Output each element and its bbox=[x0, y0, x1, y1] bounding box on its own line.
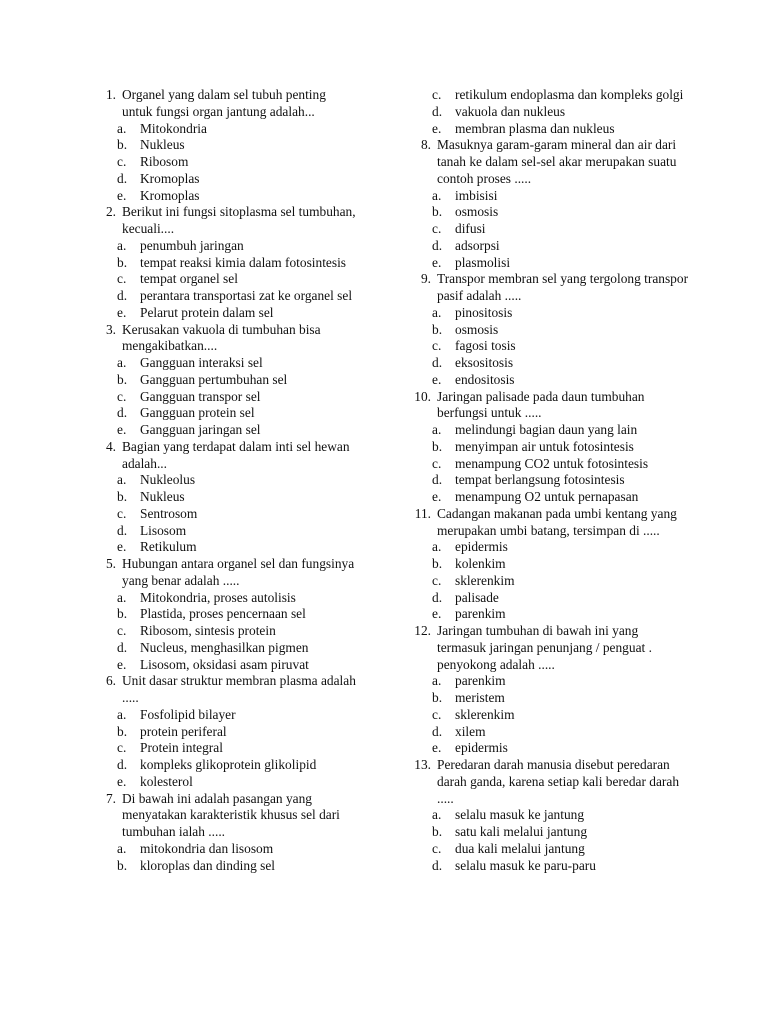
option-letter: b. bbox=[432, 556, 443, 571]
answer-option bbox=[432, 807, 690, 824]
question-number: 12. bbox=[414, 623, 431, 638]
option-text: Nukleus bbox=[140, 489, 185, 504]
question-number: 4. bbox=[105, 438, 116, 454]
option-letter: c. bbox=[117, 623, 127, 638]
answer-option bbox=[432, 456, 690, 473]
answer-option bbox=[432, 255, 690, 272]
option-text: Fosfolipid bilayer bbox=[140, 706, 236, 722]
option-letter: a. bbox=[117, 706, 127, 722]
question bbox=[90, 322, 358, 356]
question bbox=[405, 389, 690, 423]
option-text: Gangguan transpor sel bbox=[140, 388, 261, 404]
answer-option bbox=[117, 288, 358, 305]
option-text: tempat organel sel bbox=[140, 271, 238, 287]
option-text: parenkim bbox=[455, 606, 506, 622]
option-letter: c. bbox=[432, 706, 442, 722]
option-letter: b. bbox=[117, 857, 128, 873]
question bbox=[90, 439, 358, 473]
option-letter: d. bbox=[117, 757, 128, 772]
question-item bbox=[405, 137, 690, 271]
option-text: sklerenkim bbox=[455, 706, 515, 722]
question-number: 10. bbox=[414, 388, 431, 404]
option-text: fagosi tosis bbox=[455, 338, 516, 354]
option-text: pinositosis bbox=[455, 304, 513, 320]
option-text: imbisisi bbox=[455, 187, 498, 203]
option-letter: e. bbox=[117, 187, 127, 203]
question-text: Masuknya garam-garam mineral dan air dari tanah ke dalam sel-sel akar merupakan suatu contoh proses ..... bbox=[437, 137, 677, 186]
answer-option bbox=[432, 590, 690, 607]
option-text: difusi bbox=[455, 221, 486, 236]
question-number: 9. bbox=[420, 271, 431, 287]
answer-option bbox=[432, 422, 690, 439]
option-text: tempat reaksi kimia dalam fotosintesis bbox=[140, 254, 347, 270]
option-letter: c. bbox=[432, 87, 442, 102]
question-item bbox=[90, 556, 358, 673]
answer-option bbox=[117, 606, 358, 623]
option-text: xilem bbox=[455, 723, 486, 739]
option-text: osmosis bbox=[455, 204, 499, 220]
option-letter: d. bbox=[432, 103, 443, 119]
answer-option bbox=[117, 590, 358, 607]
option-text: Nucleus, menghasilkan pigmen bbox=[140, 639, 309, 655]
answer-option bbox=[117, 707, 358, 724]
question-number: 1. bbox=[105, 87, 116, 102]
answer-option bbox=[432, 673, 690, 690]
question bbox=[405, 137, 690, 187]
option-letter: b. bbox=[117, 723, 128, 739]
answer-option bbox=[432, 121, 690, 138]
answer-option bbox=[117, 405, 358, 422]
answer-option bbox=[432, 724, 690, 741]
answer-option bbox=[117, 255, 358, 272]
option-text: Kromoplas bbox=[140, 187, 200, 203]
option-text: Protein integral bbox=[140, 740, 223, 756]
option-letter: c. bbox=[432, 840, 442, 856]
option-text: kolesterol bbox=[140, 773, 193, 789]
option-letter: d. bbox=[432, 589, 443, 605]
option-letter: d. bbox=[432, 723, 443, 739]
option-letter: c. bbox=[117, 388, 127, 404]
answer-option bbox=[432, 824, 690, 841]
option-letter: a. bbox=[432, 673, 442, 689]
answer-option bbox=[432, 439, 690, 456]
question-item bbox=[90, 673, 358, 790]
option-letter: e. bbox=[117, 656, 127, 672]
answer-option bbox=[432, 338, 690, 355]
option-text: epidermis bbox=[455, 539, 508, 555]
option-text: eksositosis bbox=[455, 355, 514, 370]
option-text: kloroplas dan dinding sel bbox=[140, 857, 276, 873]
option-text: Ribosom bbox=[140, 154, 189, 169]
option-text: tempat berlangsung fotosintesis bbox=[455, 472, 625, 488]
answer-option bbox=[117, 740, 358, 757]
question-item bbox=[90, 87, 358, 204]
option-text: perantara transportasi zat ke organel sel bbox=[140, 288, 353, 303]
answer-option bbox=[432, 472, 690, 489]
option-letter: b. bbox=[432, 824, 443, 839]
option-letter: d. bbox=[432, 472, 443, 488]
question-text: Peredaran darah manusia disebut peredaran darah ganda, karena setiap kali beredar darah ..... bbox=[437, 757, 680, 806]
question-number: 3. bbox=[105, 321, 116, 337]
answer-option bbox=[117, 171, 358, 188]
option-letter: d. bbox=[432, 857, 443, 873]
option-text: Lisosom bbox=[140, 522, 187, 538]
option-letter: b. bbox=[117, 137, 128, 153]
left-column bbox=[90, 87, 358, 874]
option-text: dua kali melalui jantung bbox=[455, 840, 585, 856]
option-letter: a. bbox=[117, 355, 127, 370]
option-letter: e. bbox=[432, 489, 442, 504]
answer-option bbox=[117, 472, 358, 489]
answer-option bbox=[117, 757, 358, 774]
answer-option bbox=[117, 305, 358, 322]
option-letter: a. bbox=[117, 120, 127, 136]
answer-option bbox=[117, 154, 358, 171]
question-number: 8. bbox=[420, 137, 431, 153]
answer-option bbox=[117, 372, 358, 389]
question-item bbox=[90, 204, 358, 321]
option-letter: b. bbox=[117, 489, 128, 504]
option-letter: d. bbox=[117, 288, 128, 303]
answer-option bbox=[117, 506, 358, 523]
option-letter: e. bbox=[432, 740, 442, 756]
answer-option bbox=[432, 104, 690, 121]
option-text: Gangguan pertumbuhan sel bbox=[140, 371, 288, 387]
question-number: 5. bbox=[105, 556, 116, 571]
option-letter: e. bbox=[432, 371, 442, 387]
option-text: Mitokondria, proses autolisis bbox=[140, 589, 296, 605]
option-letter: a. bbox=[117, 472, 127, 488]
option-letter: c. bbox=[432, 455, 442, 471]
option-text: Nukleolus bbox=[140, 472, 196, 488]
question-number: 7. bbox=[105, 790, 116, 806]
option-text: sklerenkim bbox=[455, 572, 515, 588]
option-letter: b. bbox=[432, 321, 443, 337]
option-text: Plastida, proses pencernaan sel bbox=[140, 606, 306, 622]
question-text: Bagian yang terdapat dalam inti sel hewan adalah... bbox=[122, 438, 350, 471]
question-item bbox=[90, 322, 358, 439]
answer-option bbox=[432, 707, 690, 724]
option-text: Kromoplas bbox=[140, 170, 200, 186]
option-text: membran plasma dan nukleus bbox=[455, 120, 615, 136]
option-letter: c. bbox=[117, 505, 127, 521]
option-letter: e. bbox=[117, 304, 127, 320]
option-text: Mitokondria bbox=[140, 120, 207, 136]
option-text: Retikulum bbox=[140, 539, 197, 555]
option-letter: a. bbox=[117, 237, 127, 253]
option-text: palisade bbox=[455, 589, 499, 605]
answer-option bbox=[432, 690, 690, 707]
question bbox=[90, 673, 358, 707]
option-text: Sentrosom bbox=[140, 505, 198, 521]
answer-option bbox=[117, 238, 358, 255]
question-text: Di bawah ini adalah pasangan yang menyatakan karakteristik khusus sel dari tumbuhan ialah ..... bbox=[122, 790, 340, 839]
option-letter: d. bbox=[432, 237, 443, 253]
option-text: Lisosom, oksidasi asam piruvat bbox=[140, 656, 309, 672]
answer-option bbox=[432, 539, 690, 556]
question-text: Cadangan makanan pada umbi kentang yang merupakan umbi batang, tersimpan di ..... bbox=[437, 505, 677, 538]
question bbox=[405, 757, 690, 807]
option-letter: c. bbox=[432, 221, 442, 236]
question-item bbox=[90, 791, 358, 875]
answer-option bbox=[432, 188, 690, 205]
option-letter: e. bbox=[117, 539, 127, 555]
option-letter: a. bbox=[117, 840, 127, 856]
question bbox=[90, 204, 358, 238]
option-letter: b. bbox=[432, 438, 443, 454]
option-text: vakuola dan nukleus bbox=[455, 103, 566, 119]
answer-option bbox=[117, 121, 358, 138]
answer-option bbox=[117, 271, 358, 288]
answer-option bbox=[432, 489, 690, 506]
answer-option bbox=[432, 87, 690, 104]
answer-option bbox=[117, 539, 358, 556]
option-letter: c. bbox=[432, 572, 442, 588]
question-7-continued bbox=[405, 87, 690, 137]
option-text: kompleks glikoprotein glikolipid bbox=[140, 757, 317, 772]
question-text: Hubungan antara organel sel dan fungsinya yang benar adalah ..... bbox=[122, 556, 355, 588]
option-letter: c. bbox=[432, 338, 442, 354]
option-letter: b. bbox=[117, 254, 128, 270]
option-letter: a. bbox=[432, 187, 442, 203]
question-item bbox=[405, 271, 690, 388]
answer-option bbox=[432, 606, 690, 623]
answer-option bbox=[432, 841, 690, 858]
option-text: menyimpan air untuk fotosintesis bbox=[455, 438, 634, 454]
option-text: mitokondria dan lisosom bbox=[140, 840, 274, 856]
question-number: 6. bbox=[105, 673, 116, 689]
answer-option bbox=[432, 221, 690, 238]
answer-option bbox=[432, 740, 690, 757]
question bbox=[405, 506, 690, 540]
answer-option bbox=[117, 841, 358, 858]
option-text: Pelarut protein dalam sel bbox=[140, 304, 274, 320]
option-letter: b. bbox=[117, 371, 128, 387]
answer-option bbox=[117, 640, 358, 657]
option-letter: c. bbox=[117, 271, 127, 287]
option-letter: d. bbox=[117, 639, 128, 655]
option-letter: c. bbox=[117, 154, 127, 169]
option-letter: e. bbox=[432, 254, 442, 270]
question-number: 11. bbox=[414, 505, 431, 521]
option-text: Gangguan jaringan sel bbox=[140, 422, 261, 437]
option-text: osmosis bbox=[455, 321, 499, 337]
question-text: Jaringan palisade pada daun tumbuhan berfungsi untuk ..... bbox=[437, 388, 645, 421]
option-text: Nukleus bbox=[140, 137, 185, 153]
answer-option bbox=[117, 724, 358, 741]
option-letter: d. bbox=[432, 355, 443, 370]
option-letter: e. bbox=[432, 606, 442, 622]
option-letter: d. bbox=[117, 170, 128, 186]
answer-option bbox=[432, 322, 690, 339]
option-text: meristem bbox=[455, 690, 505, 705]
question-number: 13. bbox=[414, 757, 431, 772]
option-text: Gangguan interaksi sel bbox=[140, 355, 263, 370]
question bbox=[405, 271, 690, 305]
question bbox=[90, 87, 358, 121]
option-letter: a. bbox=[117, 589, 127, 605]
answer-option bbox=[432, 238, 690, 255]
question-item bbox=[405, 623, 690, 757]
question bbox=[90, 791, 358, 841]
answer-option bbox=[432, 858, 690, 875]
option-text: menampung O2 untuk pernapasan bbox=[455, 489, 639, 504]
question-text: Kerusakan vakuola di tumbuhan bisa mengakibatkan.... bbox=[122, 321, 321, 354]
option-letter: a. bbox=[432, 539, 442, 555]
option-text: satu kali melalui jantung bbox=[455, 824, 588, 839]
question bbox=[90, 556, 358, 590]
question-item bbox=[405, 506, 690, 623]
option-text: Ribosom, sintesis protein bbox=[140, 623, 276, 638]
option-text: protein periferal bbox=[140, 723, 227, 739]
option-text: Gangguan protein sel bbox=[140, 405, 255, 421]
answer-option bbox=[432, 204, 690, 221]
option-letter: b. bbox=[432, 204, 443, 220]
answer-option bbox=[117, 188, 358, 205]
answer-option bbox=[117, 137, 358, 154]
answer-option bbox=[432, 355, 690, 372]
option-letter: d. bbox=[117, 405, 128, 421]
option-text: retikulum endoplasma dan kompleks golgi bbox=[455, 87, 684, 102]
question bbox=[405, 623, 690, 673]
answer-option bbox=[117, 489, 358, 506]
option-letter: e. bbox=[432, 120, 442, 136]
answer-option bbox=[117, 389, 358, 406]
option-text: selalu masuk ke paru-paru bbox=[455, 857, 596, 873]
option-letter: b. bbox=[117, 606, 128, 622]
option-letter: d. bbox=[117, 522, 128, 538]
option-letter: a. bbox=[432, 807, 442, 823]
option-letter: e. bbox=[117, 422, 127, 437]
question-item bbox=[405, 389, 690, 506]
option-text: adsorpsi bbox=[455, 237, 500, 253]
answer-option bbox=[117, 422, 358, 439]
option-text: epidermis bbox=[455, 740, 508, 756]
question-text: Organel yang dalam sel tubuh penting untuk fungsi organ jantung adalah... bbox=[122, 87, 326, 119]
question-text: Berikut ini fungsi sitoplasma sel tumbuhan, kecuali.... bbox=[122, 204, 356, 236]
question-text: Unit dasar struktur membran plasma adalah ..... bbox=[122, 673, 356, 705]
option-text: menampung CO2 untuk fotosintesis bbox=[455, 455, 649, 471]
answer-option bbox=[117, 657, 358, 674]
option-letter: b. bbox=[432, 690, 443, 705]
option-letter: a. bbox=[432, 422, 442, 437]
option-text: penumbuh jaringan bbox=[140, 237, 244, 253]
answer-option bbox=[432, 556, 690, 573]
question-text: Jaringan tumbuhan di bawah ini yang termasuk jaringan penunjang / penguat . penyokong adalah ..... bbox=[437, 623, 652, 672]
option-text: selalu masuk ke jantung bbox=[455, 807, 585, 823]
option-text: melindungi bagian daun yang lain bbox=[455, 422, 638, 437]
option-letter: e. bbox=[117, 773, 127, 789]
right-column bbox=[405, 87, 690, 874]
answer-option bbox=[117, 523, 358, 540]
option-text: endositosis bbox=[455, 371, 515, 387]
question-number: 2. bbox=[105, 204, 116, 220]
question-item bbox=[405, 757, 690, 874]
answer-option bbox=[117, 355, 358, 372]
question-item bbox=[90, 439, 358, 556]
answer-option bbox=[432, 372, 690, 389]
answer-option bbox=[117, 623, 358, 640]
answer-option bbox=[432, 573, 690, 590]
answer-option bbox=[117, 858, 358, 875]
option-text: kolenkim bbox=[455, 556, 506, 571]
question-text: Transpor membran sel yang tergolong transpor pasif adalah ..... bbox=[437, 271, 689, 303]
option-text: parenkim bbox=[455, 673, 506, 689]
option-text: plasmolisi bbox=[455, 254, 511, 270]
answer-option bbox=[117, 774, 358, 791]
answer-option bbox=[432, 305, 690, 322]
option-letter: c. bbox=[117, 740, 127, 756]
option-letter: a. bbox=[432, 304, 442, 320]
